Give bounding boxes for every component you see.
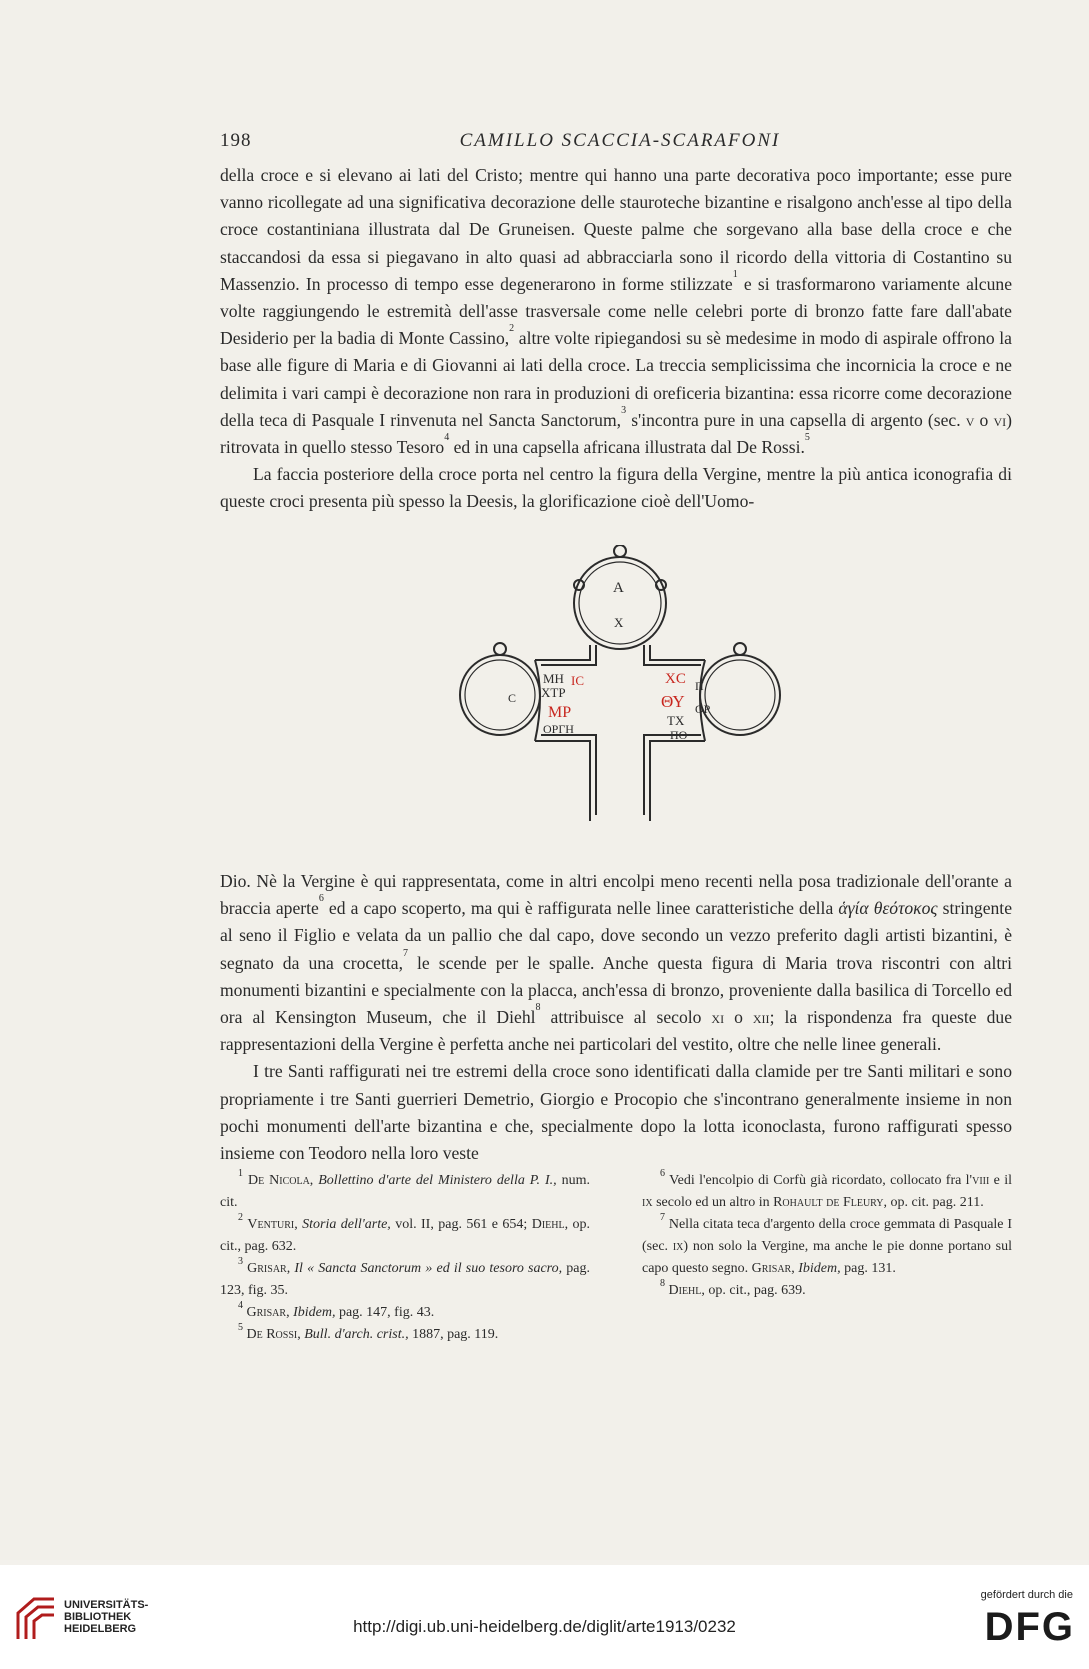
fig-label-right-3: ΤΧ <box>667 713 685 728</box>
fig-label-left-red-1: IC <box>571 673 584 688</box>
greek-phrase: ἁγία θεότοκος <box>838 898 938 919</box>
footnote-ref-6[interactable]: 6 <box>318 893 324 905</box>
fig-label-left-3: ΟΡΓΗ <box>543 722 574 736</box>
footnote-5: $^5$ De Rossi, Bull. d'arch. crist., 1887, pag. 119. <box>238 1322 499 1342</box>
fig-label-left-2: ΧΤΡ <box>541 685 566 700</box>
footnotes-right-column <box>642 1170 1012 1302</box>
footnote-1: $^1$ De Nicola, Bollettino d'arte del Ministero della P. I., num. cit. <box>220 1168 590 1210</box>
fig-label-right-1: Π <box>695 679 704 693</box>
footnote-ref-2[interactable]: 2 <box>509 323 515 335</box>
fig-label-right-4: ΠΟ <box>670 728 688 742</box>
page-header <box>220 130 1020 156</box>
footnote-4: $^4$ Grisar, Ibidem, pag. 147, fig. 43. <box>238 1300 435 1320</box>
top-medallion <box>574 557 666 649</box>
footnote-ref-8[interactable]: 8 <box>535 1002 541 1014</box>
fig-label-right-red-1: XC <box>665 671 686 687</box>
footnote-2: $^2$ Venturi, Storia dell'arte, vol. II, pag. 561 e 654; Diehl, op. cit., pag. 632. <box>220 1212 591 1254</box>
body-text-top <box>220 162 1012 516</box>
page-number: 198 <box>220 130 252 151</box>
running-title: CAMILLO SCACCIA-SCARAFONI <box>459 130 781 151</box>
fig-label-left-red-2: ΜΡ <box>548 704 572 721</box>
footnote-3: $^3$ Grisar, Il « Sancta Sanctorum » ed il suo tesoro sacro, pag. 123, fig. 35. <box>220 1256 590 1298</box>
university-library-name: UNIVERSITÄTS- BIBLIOTHEK HEIDELBERG <box>64 1599 149 1635</box>
dfg-caption: gefördert durch die <box>980 1589 1073 1601</box>
fig-label-below-top: X <box>614 615 624 630</box>
footnote-8: $^8$ Diehl, op. cit., pag. 639. <box>660 1278 806 1298</box>
encolpion-cross-figure <box>455 545 785 835</box>
fig-label-left-circle: C <box>508 691 517 705</box>
footnote-ref-4[interactable]: 4 <box>444 432 450 444</box>
footnote-ref-3[interactable]: 3 <box>621 404 627 416</box>
right-medallion <box>700 655 780 735</box>
fig-label-right-2: ΟΡ <box>695 702 711 716</box>
paragraph-4: I tre Santi raffigurati nei tre estremi della croce sono identificati dalla clamide per tre Santi militari e sono propriamente i tre Santi guerrieri Demetrio, Giorgio e Procopio che s'incontrano generalmente insieme in non pochi monumenti dell'arte bizantina e che, specialmente dopo la lotta iconoclasta, furono raffigurati spesso insieme con Teodoro nella loro veste <box>220 1061 1012 1164</box>
paragraph-3: Dio. Nè la Vergine è qui rappresentata, come in altri encolpi meno recenti nella posa tradizionale dell'orante a braccia aperte$^6$ ed a capo scoperto, ma qui è raffigurata nelle linee caratteristiche della ἁγία θεότοκος stringente al seno il Figlio e velata da un pallio che dal capo, dove secondo un vezzo preferito dagli artisti bizantini, è segnato da una crocetta,$^7$ le scende per le spalle. Anche questa figura di Maria trova riscontri con altri monumenti bizantini e specialmente con la placca, anch'essa di bronzo, proveniente dalla basilica di Torcello ed ora al Kensington Museum, che il Diehl$^8$ attribuisce al secolo xi o xii; la rispondenza fra queste due rappresentazioni della Vergine è perfetta anche nei particolari del vestito, oltre che nelle linee generali. <box>220 871 1012 1055</box>
digitization-footer <box>0 1565 1089 1669</box>
fig-label-right-red-2: ΘΥ <box>661 692 685 711</box>
footnote-6: $^6$ Vedi l'encolpio di Corfù già ricordato, collocato fra l'viii e il ix secolo ed un altro in Rohault de Fleury, op. cit. pag. 211. <box>642 1168 1012 1210</box>
fig-label-top: A <box>613 580 624 596</box>
footnote-7: $^7$ Nella citata teca d'argento della croce gemmata di Pasquale I (sec. ix) non solo la Vergine, ma anche le pie donne portano sul capo questo segno. Grisar, Ibidem, pag. 131. <box>642 1212 1013 1276</box>
left-medallion <box>460 655 540 735</box>
paragraph-1: della croce e si elevano ai lati del Cristo; mentre qui hanno una parte decorativa poco importante; esse pure vanno ricollegate ad una significativa decorazione delle stauroteche bizantine e risalgono anch'esse al tipo della croce costantiniana illustrata dal De Gruneisen. Queste palme che sorgevano alla base della croce e che staccandosi da essa si piegavano in alto quasi ad abbracciarla sono il ricordo della vittoria di Costantino su Massenzio. In processo di tempo esse degenerarono in forme stilizzate$^1$ e si trasformarono variamente alcune volte raggiungendo le estremità dell'asse trasversale come nelle celebri porte di bronzo fatte fare dall'abate Desiderio per la badia di Monte Cassino,$^2$ altre volte ripiegandosi su sè medesime in modo di aspirale offrono la base alle figure di Maria e di Giovanni ai lati della croce. La treccia semplicissima che incornicia la croce e ne delimita i vari campi è decorazione non rara in produzioni di oreficeria bizantina: essa ricorre come decorazione della teca di Pasquale I rinvenuta nel Sancta Sanctorum,$^3$ s'incontra pure in una capsella di argento (sec. v o vi) ritrovata in quello stesso Tesoro$^4$ ed in una capsella africana illustrata dal De Rossi.$^5$ <box>220 165 1013 458</box>
permalink-url[interactable]: http://digi.ub.uni-heidelberg.de/diglit/arte1913/0232 <box>353 1617 736 1636</box>
footnote-ref-1[interactable]: 1 <box>732 268 738 280</box>
footnote-ref-7[interactable]: 7 <box>402 947 408 959</box>
footnotes-left-column <box>220 1170 590 1346</box>
body-text-bottom <box>220 868 1012 1167</box>
paragraph-2: La faccia posteriore della croce porta nel centro la figura della Vergine, mentre la più antica iconografia di queste croci presenta più spesso la Deesis, la glorificazione cioè dell'Uomo- <box>220 464 1012 512</box>
footnote-ref-5[interactable]: 5 <box>804 432 810 444</box>
fig-label-left-1: ΜΗ <box>543 671 564 686</box>
dfg-logo: DFG <box>984 1605 1075 1649</box>
